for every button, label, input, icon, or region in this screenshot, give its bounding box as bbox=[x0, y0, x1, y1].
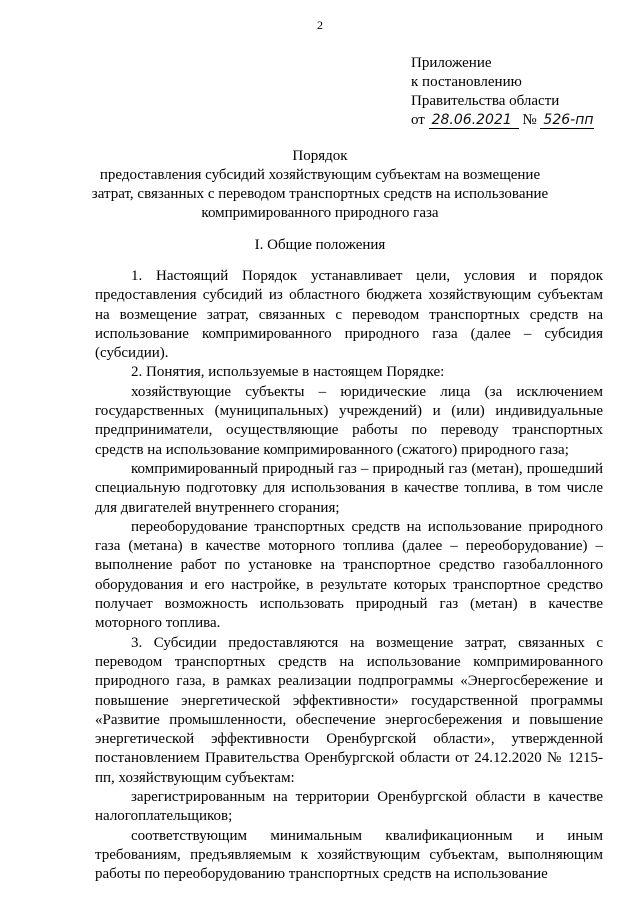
title-line: затрат, связанных с переводом транспортных средств на использование bbox=[91, 186, 549, 202]
title-line: компримированного природного газа bbox=[201, 205, 439, 221]
title-line: предоставления субсидий хозяйствующим субъектам на возмещение bbox=[99, 167, 541, 183]
date-prefix: от bbox=[411, 112, 425, 128]
paragraph: хозяйствующие субъекты – юридические лица (за исключением государственных (муниципальных) учреждений) и (или) индивидуальные предприниматели, осуществляющие работы по переводу транспортных средств на использование компримированного (сжатого) природного газа; bbox=[95, 383, 603, 458]
appendix-date-line bbox=[411, 111, 594, 130]
appendix-line: к постановлению bbox=[411, 74, 522, 90]
title-line: Порядок bbox=[292, 148, 348, 164]
appendix-block bbox=[411, 54, 594, 130]
appendix-line: Приложение bbox=[411, 55, 492, 71]
paragraph: переоборудование транспортных средств на использование природного газа (метана) в качестве моторного топлива (далее – переоборудование) – выполнение работ по установке на транспортное средство газобаллонного оборудования и его настройке, в результате которых транспортное средство получает возможность использовать природный газ (метан) в качестве моторного топлива. bbox=[95, 518, 603, 632]
handwritten-number: 526-пп bbox=[540, 113, 594, 129]
document-body bbox=[95, 267, 603, 885]
number-prefix: № bbox=[522, 112, 537, 128]
paragraph: 2. Понятия, используемые в настоящем Порядке: bbox=[131, 364, 445, 381]
paragraph: соответствующим минимальным квалификационным и иным требованиям, предъявляемым к хозяйствующим субъектам, выполняющим работы по переоборудованию транспортных средств на использование bbox=[95, 827, 603, 883]
section-heading: I. Общие положения bbox=[254, 237, 386, 253]
page-number: 2 bbox=[317, 18, 323, 32]
document-title bbox=[0, 147, 640, 223]
paragraph: зарегистрированным на территории Оренбургской области в качестве налогоплательщиков; bbox=[95, 789, 603, 825]
paragraph: компримированный природный газ – природный газ (метан), прошедший специальную подготовку для использования в качестве топлива, в том числе для двигателей внутреннего сгорания; bbox=[95, 460, 603, 516]
appendix-line: Правительства области bbox=[411, 93, 560, 109]
paragraph: 3. Субсидии предоставляются на возмещение затрат, связанных с переводом транспортных средств на использование компримированного природного газа, в рамках реализации подпрограммы «Энергосбережение и повышение энергетической эффективности» государственной программы «Развитие промышленности, обеспечение энергосбережения и повышение энергетической эффективности Оренбургской области», утвержденной постановлением Правительства Оренбургской области от 24.12.2020 № 1215-пп, хозяйствующим субъектам: bbox=[95, 634, 603, 786]
paragraph: 1. Настоящий Порядок устанавливает цели, условия и порядок предоставления субсидий из областного бюджета хозяйствующим субъектам на возмещение затрат, связанных с переводом транспортных средств на использование компримированного природного газа (далее – субсидия (субсидии). bbox=[95, 268, 603, 362]
handwritten-date: 28.06.2021 bbox=[429, 113, 519, 129]
